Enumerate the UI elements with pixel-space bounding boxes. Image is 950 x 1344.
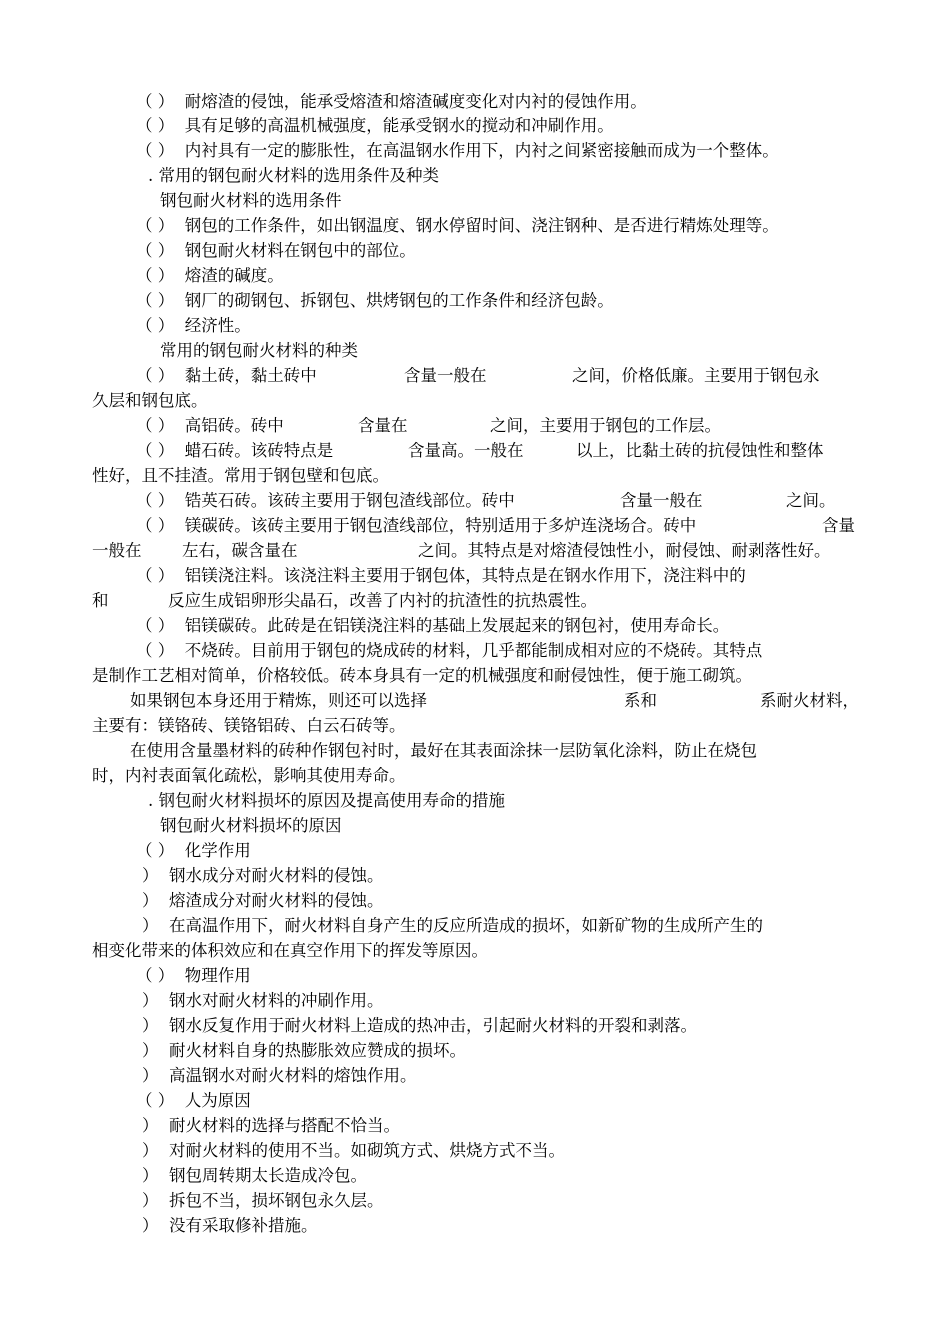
text-line: 主要有：镁铬砖、镁铬铝砖、白云石砖等。: [92, 716, 406, 735]
text-line: 久层和钢包底。: [92, 391, 208, 410]
text-fragment: 反应生成铝卵形尖晶石，改善了内衬的抗渣性的抗热震性。: [168, 591, 597, 610]
list-item: ） 熔渣成分对耐火材料的侵蚀。: [142, 891, 384, 910]
list-item: ） 拆包不当，损坏钢包永久层。: [142, 1191, 384, 1210]
text-fragment: 之间。: [786, 491, 836, 510]
text-fragment: 含量: [822, 516, 855, 535]
text-fragment: 之间，价格低廉。主要用于钢包永: [572, 366, 820, 385]
list-item: （ ） 经济性。: [136, 316, 251, 335]
list-item: ） 在高温作用下，耐火材料自身产生的反应所造成的损坏，如新矿物的生成所产生的: [142, 916, 763, 935]
list-item: （ ） 钢厂的砌钢包、拆钢包、烘烤钢包的工作条件和经济包龄。: [136, 291, 614, 310]
subsection-heading: 钢包耐火材料损坏的原因: [160, 816, 342, 835]
list-item: （ ） 钢包耐火材料在钢包中的部位。: [136, 241, 416, 260]
text-line: 时，内衬表面氧化疏松，影响其使用寿命。: [92, 766, 406, 785]
list-item: （ ） 锆英石砖。该砖主要用于钢包渣线部位。砖中: [136, 491, 515, 510]
text-fragment: 系和: [624, 691, 657, 710]
paragraph-line: 如果钢包本身还用于精炼，则还可以选择: [130, 691, 427, 710]
list-item: （ ） 熔渣的碱度。: [136, 266, 284, 285]
list-item: （ ） 钢包的工作条件，如出钢温度、钢水停留时间、浇注钢种、是否进行精炼处理等。: [136, 216, 779, 235]
subsection-heading: 常用的钢包耐火材料的种类: [160, 341, 358, 360]
text-line: 相变化带来的体积效应和在真空作用下的挥发等原因。: [92, 941, 488, 960]
list-item: （ ） 蜡石砖。该砖特点是: [136, 441, 334, 460]
list-item: （ ） 铝镁浇注料。该浇注料主要用于钢包体，其特点是在钢水作用下，浇注料中的: [136, 566, 746, 585]
text-fragment: 一般在: [92, 541, 142, 560]
list-item: （ ） 耐熔渣的侵蚀，能承受熔渣和熔渣碱度变化对内衬的侵蚀作用。: [136, 92, 647, 111]
list-item: （ ） 化学作用: [136, 841, 251, 860]
list-item: ） 耐火材料的选择与搭配不恰当。: [142, 1116, 400, 1135]
paragraph-line: 在使用含量墨材料的砖种作钢包衬时，最好在其表面涂抹一层防氧化涂料，防止在烧包: [130, 741, 757, 760]
list-item: ） 没有采取修补措施。: [142, 1216, 318, 1235]
text-line: 是制作工艺相对简单，价格较低。砖本身具有一定的机械强度和耐侵蚀性，便于施工砌筑。: [92, 666, 752, 685]
list-item: （ ） 高铝砖。砖中: [136, 416, 284, 435]
list-item: （ ） 黏土砖，黏土砖中: [136, 366, 317, 385]
subsection-heading: 钢包耐火材料的选用条件: [160, 191, 342, 210]
list-item: ） 钢包周转期太长造成冷包。: [142, 1166, 367, 1185]
text-fragment: 之间。其特点是对熔渣侵蚀性小，耐侵蚀、耐剥落性好。: [418, 541, 831, 560]
section-heading: . 钢包耐火材料损坏的原因及提高使用寿命的措施: [148, 791, 505, 810]
text-fragment: 含量一般在: [404, 366, 487, 385]
list-item: ） 钢水成分对耐火材料的侵蚀。: [142, 866, 384, 885]
list-item: （ ） 不烧砖。目前用于钢包的烧成砖的材料，几乎都能制成相对应的不烧砖。其特点: [136, 641, 763, 660]
list-item: （ ） 具有足够的高温机械强度，能承受钢水的搅动和冲刷作用。: [136, 116, 614, 135]
text-fragment: 含量在: [358, 416, 408, 435]
list-item: ） 对耐火材料的使用不当。如砌筑方式、烘烧方式不当。: [142, 1141, 565, 1160]
text-fragment: 和: [92, 591, 109, 610]
list-item: ） 钢水反复作用于耐火材料上造成的热冲击，引起耐火材料的开裂和剥落。: [142, 1016, 697, 1035]
section-heading: . 常用的钢包耐火材料的选用条件及种类: [148, 166, 439, 185]
list-item: （ ） 人为原因: [136, 1091, 251, 1110]
list-item: （ ） 物理作用: [136, 966, 251, 985]
text-fragment: 以上，比黏土砖的抗侵蚀性和整体: [576, 441, 824, 460]
list-item: ） 耐火材料自身的热膨胀效应赞成的损坏。: [142, 1041, 466, 1060]
list-item: （ ） 镁碳砖。该砖主要用于钢包渣线部位，特别适用于多炉连浇场合。砖中: [136, 516, 697, 535]
list-item: ） 高温钢水对耐火材料的熔蚀作用。: [142, 1066, 417, 1085]
text-fragment: 左右，碳含量在: [182, 541, 298, 560]
list-item: （ ） 铝镁碳砖。此砖是在铝镁浇注料的基础上发展起来的钢包衬，使用寿命长。: [136, 616, 730, 635]
text-fragment: 含量高。一般在: [408, 441, 524, 460]
text-fragment: 含量一般在: [620, 491, 703, 510]
list-item: ） 钢水对耐火材料的冲刷作用。: [142, 991, 384, 1010]
text-fragment: 之间，主要用于钢包的工作层。: [490, 416, 721, 435]
text-fragment: 系耐火材料，: [760, 691, 859, 710]
text-line: 性好，且不挂渣。常用于钢包壁和包底。: [92, 466, 389, 485]
list-item: （ ） 内衬具有一定的膨胀性，在高温钢水作用下，内衬之间紧密接触而成为一个整体。: [136, 141, 779, 160]
